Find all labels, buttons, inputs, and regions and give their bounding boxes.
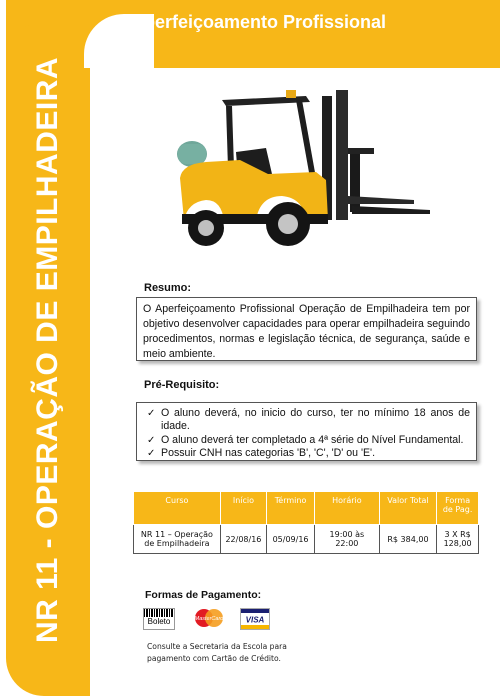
boleto-logo: Boleto	[143, 608, 175, 630]
cell-termino: 05/09/16	[267, 525, 315, 554]
mastercard-logo	[192, 608, 226, 628]
payment-title: Formas de Pagamento:	[145, 589, 262, 601]
visa-logo	[240, 608, 270, 630]
cell-horario: 19:00 às 22:00	[315, 525, 380, 554]
page-title: Aperfeiçoamento Profissional	[131, 12, 387, 32]
header-forma-pag: Forma de Pag.	[437, 492, 479, 525]
resumo-box	[136, 297, 477, 361]
header-curso: Curso	[134, 492, 221, 525]
side-course-title: NR 11 - OPERAÇÃO DE EMPILHADEIRA	[31, 56, 64, 644]
header-termino: Término	[267, 492, 315, 525]
prerequisito-box	[136, 402, 477, 461]
list-item: ✓ O aluno deverá ter completado a 4ª série do Nível Fundamental.	[147, 433, 464, 446]
mastercard-label: MasterCard	[194, 616, 224, 622]
list-item: ✓ O aluno deverá, no inicio do curso, ter no mínimo 18 anos de idade.	[147, 407, 470, 433]
prerequisito-label: Pré-Requisito:	[144, 379, 220, 391]
header-horario: Horário	[315, 492, 380, 525]
checkmark-icon: ✓	[147, 448, 156, 460]
checkmark-icon: ✓	[147, 434, 156, 446]
cell-curso: NR 11 – Operação de Empilhadeira	[134, 525, 221, 554]
course-table	[133, 491, 479, 554]
resumo-text: O Aperfeiçoamento Profissional Operação de Empilhadeira tem por objetivo desenvolver capacidades para operar empilhadeira seguindo procedimentos, normas e legislação técnica, de segurança, saúde e meio ambiente.	[143, 303, 470, 360]
payment-note: Consulte a Secretaria da Escola para pagamento com Cartão de Crédito.	[147, 642, 287, 663]
prerequisito-list	[137, 403, 476, 465]
header-valor-total: Valor Total	[379, 492, 436, 525]
cell-forma-pag: 3 X R$ 128,00	[437, 525, 479, 554]
barcode-icon	[144, 609, 174, 617]
header-inicio: Início	[220, 492, 266, 525]
visa-label: VISA	[245, 615, 265, 625]
cell-inicio: 22/08/16	[220, 525, 266, 554]
list-item: ✓ Possuir CNH nas categorias 'B', 'C', 'D' ou 'E'.	[147, 447, 376, 460]
cell-valor-total: R$ 384,00	[379, 525, 436, 554]
table-row	[134, 525, 479, 554]
checkmark-icon: ✓	[147, 408, 156, 419]
forklift-icon	[177, 90, 430, 246]
resumo-label: Resumo:	[144, 282, 192, 294]
forklift-illustration	[176, 88, 438, 258]
table-header-row	[134, 492, 479, 525]
